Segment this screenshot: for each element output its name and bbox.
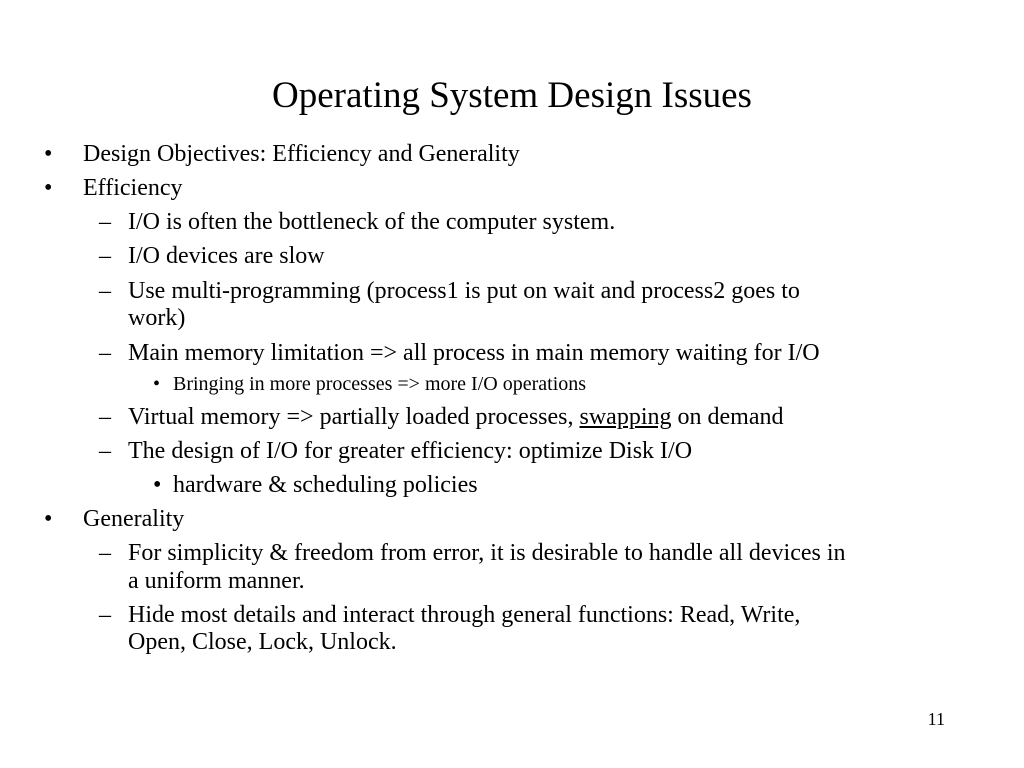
sub-bullet-text-line-2: work) bbox=[128, 305, 186, 331]
sub-sub-bullet-text: hardware & scheduling policies bbox=[173, 472, 478, 498]
dash-marker: – bbox=[99, 243, 111, 269]
sub-bullet-text: Main memory limitation => all process in main memory waiting for I/O bbox=[128, 340, 820, 366]
sub-bullet-text-line-1: Use multi-programming (process1 is put on wait and process2 goes to bbox=[128, 278, 800, 304]
underlined-term: swapping bbox=[579, 404, 672, 430]
text-suffix: on demand bbox=[671, 404, 784, 430]
bullet-marker: • bbox=[153, 472, 162, 498]
sub-bullet-text: The design of I/O for greater efficiency: optimize Disk I/O bbox=[128, 438, 693, 464]
slide-title: Operating System Design Issues bbox=[272, 75, 752, 116]
sub-bullet-text: I/O devices are slow bbox=[128, 243, 325, 269]
bullet-text: Efficiency bbox=[83, 175, 183, 201]
dash-marker: – bbox=[99, 340, 111, 366]
sub-sub-bullet-text: Bringing in more processes => more I/O operations bbox=[173, 373, 587, 395]
sub-bullet-text-line-1: Hide most details and interact through general functions: Read, Write, bbox=[128, 602, 801, 628]
bullet-marker: • bbox=[44, 141, 53, 167]
dash-marker: – bbox=[99, 278, 111, 304]
sub-bullet-text-line-2: a uniform manner. bbox=[128, 568, 305, 594]
sub-bullet-text-line-2: Open, Close, Lock, Unlock. bbox=[128, 629, 397, 655]
sub-bullet-text bbox=[128, 402, 988, 432]
bullet-marker: • bbox=[153, 373, 161, 395]
dash-marker: – bbox=[99, 540, 111, 566]
sub-bullet-text-line-1: For simplicity & freedom from error, it is desirable to handle all devices in bbox=[128, 540, 846, 566]
bullet-text: Generality bbox=[83, 506, 185, 532]
page-number: 11 bbox=[927, 709, 945, 729]
dash-marker: – bbox=[99, 404, 111, 430]
bullet-text: Design Objectives: Efficiency and Generality bbox=[83, 141, 520, 167]
sub-bullet-text: I/O is often the bottleneck of the computer system. bbox=[128, 209, 616, 235]
dash-marker: – bbox=[99, 438, 111, 464]
dash-marker: – bbox=[99, 602, 111, 628]
text-prefix: Virtual memory => partially loaded processes, bbox=[128, 404, 580, 430]
bullet-marker: • bbox=[44, 175, 53, 201]
dash-marker: – bbox=[99, 209, 111, 235]
bullet-marker: • bbox=[44, 506, 53, 532]
